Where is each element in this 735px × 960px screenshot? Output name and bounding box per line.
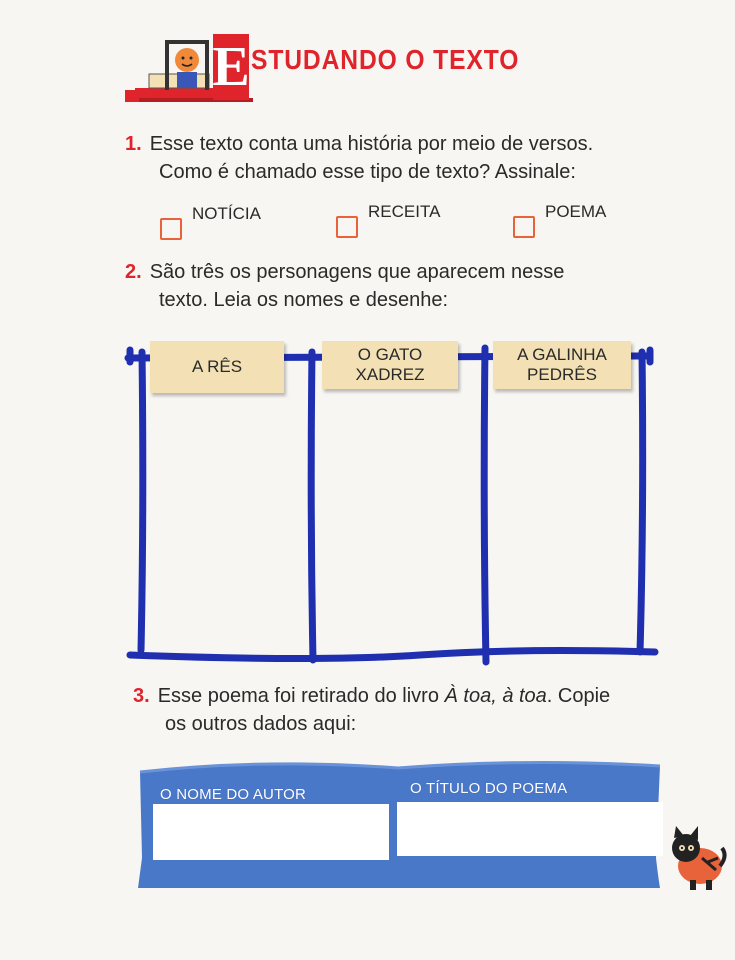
question-text-line: . Copie xyxy=(546,685,611,707)
question-number: 3. xyxy=(133,685,150,707)
checkbox[interactable] xyxy=(336,216,358,238)
book-title: À toa, à toa xyxy=(444,685,547,707)
checkbox[interactable] xyxy=(513,216,535,238)
character-tag-gato xyxy=(322,341,458,389)
question-number: 2. xyxy=(125,261,142,283)
option-poema[interactable] xyxy=(513,202,606,238)
character-tag-res xyxy=(150,341,284,393)
option-label: RECEITA xyxy=(368,202,441,221)
checkbox[interactable] xyxy=(160,218,182,240)
question-text-line: São três os personagens que aparecem nesse xyxy=(149,261,565,283)
question-number: 1. xyxy=(125,133,142,155)
author-label: O NOME DO AUTOR xyxy=(160,786,307,803)
question-text-line: texto. Leia os nomes e desenhe: xyxy=(159,289,449,311)
section-header xyxy=(125,30,545,110)
option-receita[interactable] xyxy=(336,202,440,238)
tag-line: XADREZ xyxy=(355,365,425,384)
question-2 xyxy=(125,258,564,314)
drawing-area-3[interactable] xyxy=(492,392,640,647)
question-text-line: Como é chamado esse tipo de texto? Assinale: xyxy=(159,161,576,183)
question-text-line: os outros dados aqui: xyxy=(165,713,357,735)
option-label: NOTÍCIA xyxy=(192,204,261,223)
question-text-line: Esse poema foi retirado do livro xyxy=(157,685,445,707)
tag-line: O GATO xyxy=(357,345,423,364)
poem-title-input[interactable] xyxy=(397,802,663,856)
tag-line: PEDRÊS xyxy=(527,365,597,384)
question-text-line: Esse texto conta uma história por meio de versos. xyxy=(149,133,594,155)
section-title: STUDANDO O TEXTO xyxy=(251,44,520,75)
character-tag-galinha xyxy=(493,341,631,389)
tag-line: A RÊS xyxy=(191,357,243,376)
tag-line: A GALINHA xyxy=(517,345,607,364)
author-input[interactable] xyxy=(153,804,389,860)
drawing-area-2[interactable] xyxy=(318,392,480,647)
poem-title-label: O TÍTULO DO POEMA xyxy=(410,780,568,797)
option-label: POEMA xyxy=(545,202,607,221)
question-3 xyxy=(133,682,610,738)
option-noticia[interactable] xyxy=(160,204,261,240)
question-1 xyxy=(125,130,593,186)
cat-illustration xyxy=(662,818,728,894)
title-initial-letter: E xyxy=(212,36,250,98)
drawing-area-1[interactable] xyxy=(148,392,308,647)
